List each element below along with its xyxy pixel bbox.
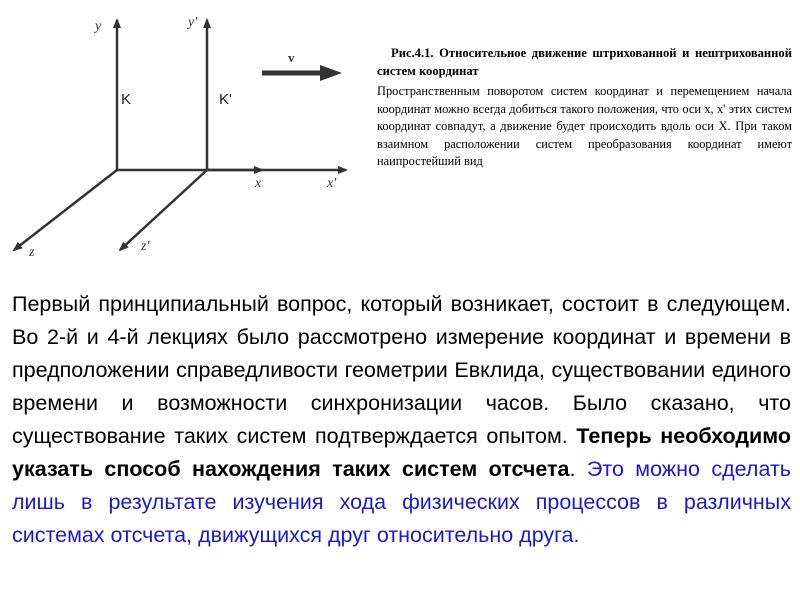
coordinate-systems-figure: [0, 0, 360, 275]
label-frame-k-prime: K': [219, 91, 232, 108]
main-text-blue: Это можно сделать лишь в результате изучения хода физических процессов в различных системах отсчета, движущихся друг относительно друга.: [12, 457, 792, 547]
label-x-prime: x': [327, 176, 337, 191]
caption-title: Рис.4.1. Относительное движение штрихованной и нештрихованной систем координат: [377, 46, 792, 78]
label-velocity: v: [288, 50, 295, 65]
main-text-plain: Первый принципиальный вопрос, который возникает, состоит в следующем. Во 2-й и 4-й лекциях было рассмотрено измерение координат и времени в предположении справедливости геометрии Евклида, существовании единого времени и возможности синхронизации часов. Было сказано, что существование таких систем подтверждается опытом.: [12, 292, 791, 448]
main-paragraph: [12, 288, 791, 552]
figure-svg: [0, 0, 360, 275]
label-y-prime: y': [188, 15, 198, 30]
label-y: y: [95, 19, 102, 34]
main-text-bold: Теперь необходимо указать способ нахождения таких систем отсчета: [12, 424, 791, 481]
label-z: z: [29, 245, 35, 260]
label-z-prime: z': [141, 239, 150, 254]
axis-z: [14, 170, 117, 250]
figure-caption: [377, 44, 792, 171]
label-x: x: [255, 176, 262, 191]
axis-z-prime: [120, 170, 207, 250]
caption-body: Пространственным поворотом систем координат и перемещением начала координат можно всегда добиться такого положения, что оси x, x' этих систем координат совпадут, а движение будет происходить вдоль оси X. При таком взаимном расположении систем преобразования координат имеют наипростейший вид: [377, 84, 792, 168]
label-frame-k: K: [121, 91, 132, 108]
main-text-period: .: [569, 457, 587, 481]
velocity-arrow-head: [320, 65, 342, 81]
